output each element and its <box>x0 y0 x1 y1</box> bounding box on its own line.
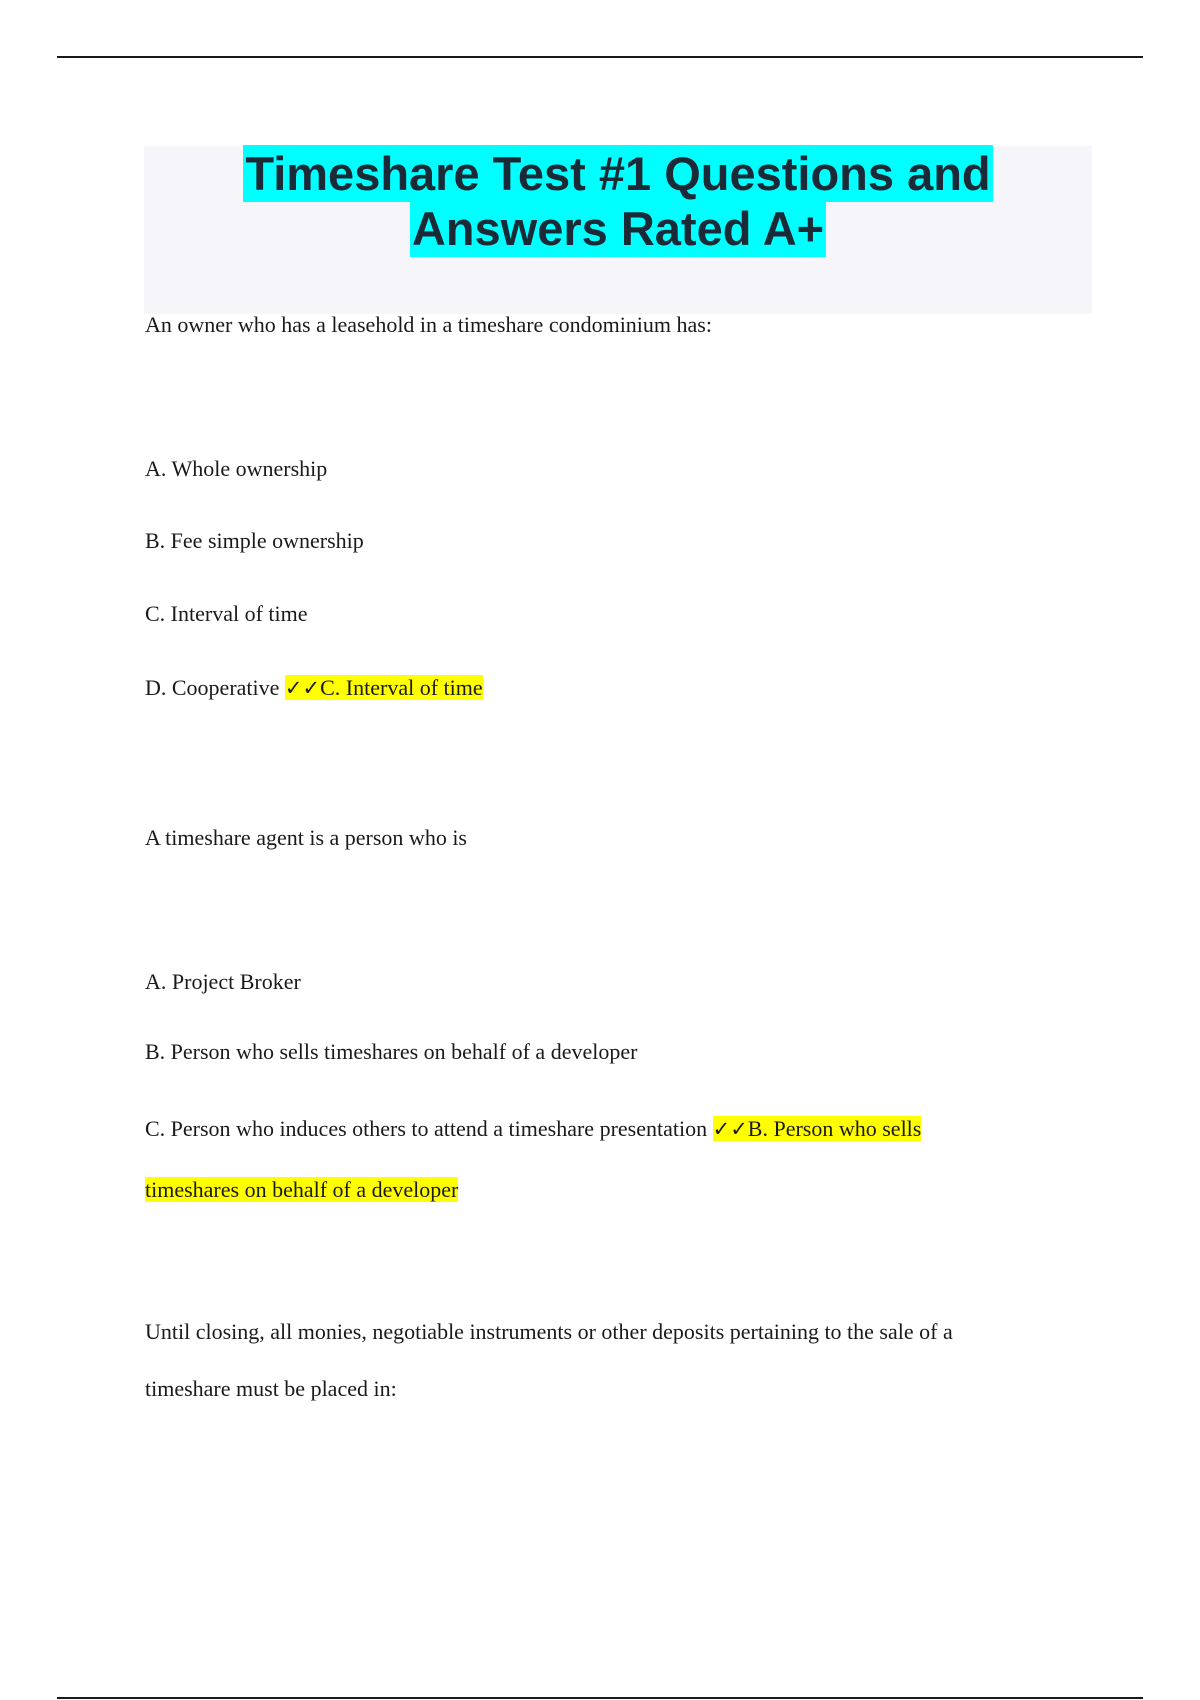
question-2-prompt: A timeshare agent is a person who is <box>145 825 467 850</box>
question-3-prompt-line-1: Until closing, all monies, negotiable instruments or other deposits pertaining to the sale of a <box>145 1319 953 1344</box>
title-block <box>144 146 1092 314</box>
question-2-option-b: B. Person who sells timeshares on behalf of a developer <box>145 1039 638 1064</box>
question-3-prompt-line-2: timeshare must be placed in: <box>145 1376 397 1401</box>
question-2-option-c: C. Person who induces others to attend a timeshare presentation <box>145 1116 708 1141</box>
header-rule <box>57 56 1143 58</box>
question-1-option-d: D. Cooperative <box>145 675 280 700</box>
question-2-option-c-line <box>145 1115 921 1143</box>
title-line-1: Timeshare Test #1 Questions and <box>245 147 991 200</box>
question-2-answer-text-2: timeshares on behalf of a developer <box>145 1177 459 1202</box>
document-title <box>144 146 1092 256</box>
check-mark-icon: ✓✓ <box>284 676 321 700</box>
question-1-option-a: A. Whole ownership <box>145 456 328 481</box>
question-1-answer-text: C. Interval of time <box>320 675 483 700</box>
title-line-2: Answers Rated A+ <box>411 202 825 255</box>
question-2-answer-part-1 <box>713 1116 922 1141</box>
question-1-option-c: C. Interval of time <box>145 601 308 626</box>
check-mark-icon: ✓✓ <box>712 1117 748 1141</box>
question-1-option-d-line <box>145 674 483 702</box>
question-2-answer-text-1: B. Person who sells <box>747 1116 922 1141</box>
question-2-answer-line-2 <box>145 1176 458 1204</box>
question-1-answer <box>285 675 483 700</box>
question-1-prompt: An owner who has a leasehold in a timeshare condominium has: <box>145 312 712 337</box>
question-1-option-b: B. Fee simple ownership <box>145 528 364 553</box>
question-2-option-a: A. Project Broker <box>145 969 301 994</box>
footer-rule <box>57 1697 1143 1699</box>
